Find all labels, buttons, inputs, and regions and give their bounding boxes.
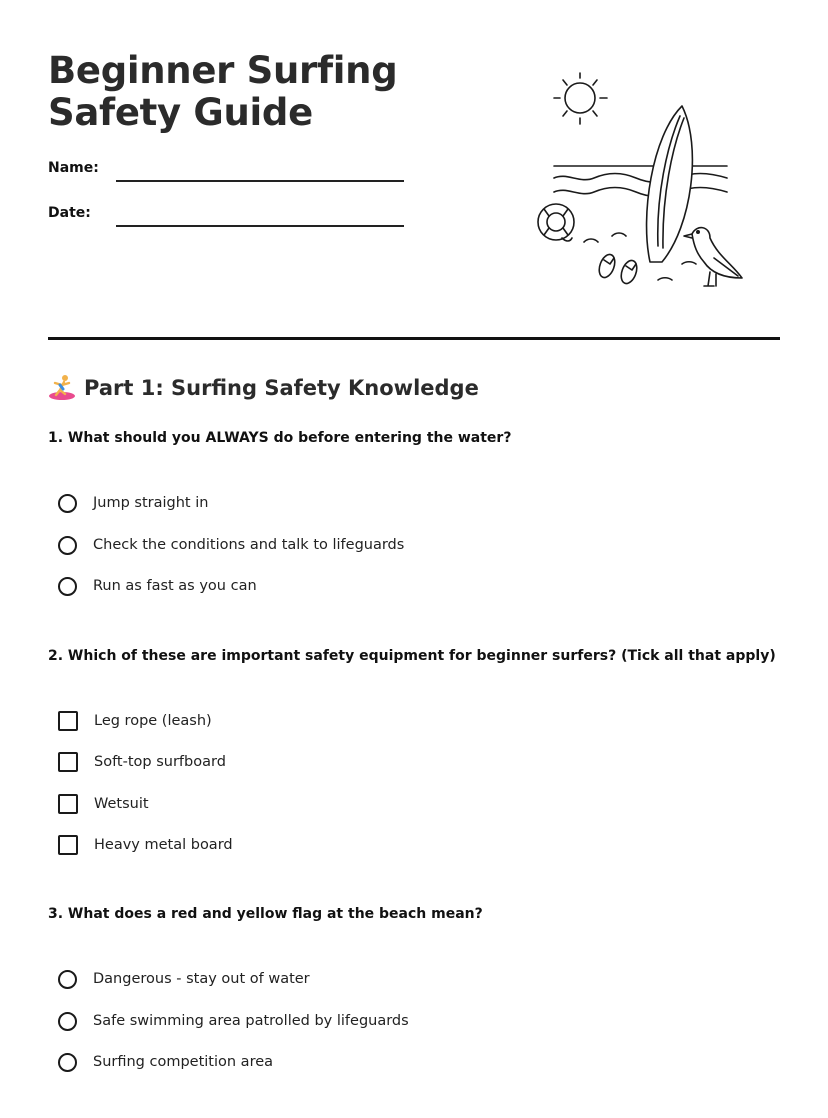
date-label: Date: (48, 205, 91, 221)
q3-option-3-label: Surfing competition area (93, 1054, 274, 1070)
q2-option-3-checkbox[interactable] (58, 794, 78, 814)
seagull-icon (684, 228, 742, 286)
q1-option-3-radio[interactable] (58, 577, 77, 596)
q3-option-2-radio[interactable] (58, 1012, 77, 1031)
q1-option-2-radio[interactable] (58, 536, 77, 555)
section-heading (48, 374, 479, 402)
question-3: 3. What does a red and yellow flag at the beach mean? (48, 906, 483, 922)
life-ring-icon (538, 204, 574, 241)
surfboard-icon (647, 106, 693, 262)
q3-option-1-radio[interactable] (58, 970, 77, 989)
beach-surfboard-illustration (532, 66, 748, 294)
section-divider (48, 337, 780, 340)
waves-icon (554, 166, 727, 197)
q1-option-1-radio[interactable] (58, 494, 77, 513)
q2-option-3-label: Wetsuit (94, 796, 149, 812)
q2-option-1-checkbox[interactable] (58, 711, 78, 731)
q2-option-2[interactable] (58, 750, 226, 774)
q1-option-2[interactable] (58, 533, 404, 557)
flip-flops-icon (596, 252, 639, 285)
q2-option-2-checkbox[interactable] (58, 752, 78, 772)
page-title: Beginner Surfing Safety Guide (48, 49, 398, 134)
q1-option-3-label: Run as fast as you can (93, 578, 257, 594)
question-2: 2. Which of these are important safety equipment for beginner surfers? (Tick all that apply) (48, 648, 776, 664)
q3-option-3[interactable] (58, 1050, 273, 1074)
q3-option-1[interactable] (58, 967, 310, 991)
question-1: 1. What should you ALWAYS do before entering the water? (48, 430, 512, 446)
q2-option-1[interactable] (58, 709, 212, 733)
q1-option-3[interactable] (58, 574, 257, 598)
q1-option-1[interactable] (58, 491, 208, 515)
name-input-line[interactable] (116, 180, 404, 182)
q2-option-4[interactable] (58, 833, 233, 857)
sand-marks-icon (584, 233, 696, 280)
section-title-text: Part 1: Surfing Safety Knowledge (84, 376, 479, 400)
date-input-line[interactable] (116, 225, 404, 227)
q2-option-4-checkbox[interactable] (58, 835, 78, 855)
name-label: Name: (48, 160, 99, 176)
q2-option-4-label: Heavy metal board (94, 837, 233, 853)
q1-option-2-label: Check the conditions and talk to lifeguards (93, 537, 405, 553)
q1-option-1-label: Jump straight in (93, 495, 209, 511)
q3-option-2[interactable] (58, 1009, 409, 1033)
q3-option-3-radio[interactable] (58, 1053, 77, 1072)
q3-option-2-label: Safe swimming area patrolled by lifeguards (93, 1013, 409, 1029)
surfer-icon (48, 374, 76, 402)
sun-icon (554, 73, 607, 124)
q2-option-2-label: Soft-top surfboard (94, 754, 226, 770)
q3-option-1-label: Dangerous - stay out of water (93, 971, 310, 987)
q2-option-3[interactable] (58, 792, 149, 816)
q2-option-1-label: Leg rope (leash) (94, 713, 212, 729)
